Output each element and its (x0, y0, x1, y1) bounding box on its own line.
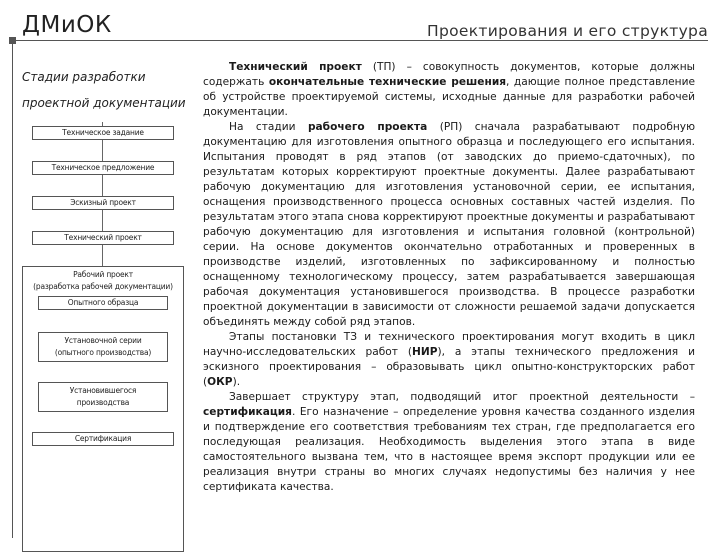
app-logo: ДМиОК (22, 12, 112, 38)
step-label: Сертификация (74, 434, 132, 443)
text: . Его назначение – определение уровня качества созданного изделия и подтверждение его соответствия требованиям тех стран, где предполагается его последующая реализация. Необходимость выделения этого этапа в виде самостоятельного вызвана тем, что в настоящее время экспорт продукции или ее реализация внутри страны во многих случаях недопустимы без наличия у нее сертификата качества. (203, 406, 695, 493)
text: На стадии (229, 121, 308, 133)
step-label: Опытного образца (67, 298, 139, 307)
text: (ТП) – совокупность документов, которые должны содержать (203, 61, 695, 88)
step-label: (опытного производства) (54, 348, 152, 357)
step-draft-design (32, 196, 174, 210)
term: Технический проект (229, 61, 362, 73)
text: (РП) сначала разрабатывают подробную документацию для изготовления опытного образца и последующего его испытания. Испытания проводят в ряд этапов (от заводских до приемо-сдаточных), по результатам которых корректируют проектные документы. Далее разрабатывают рабочую документацию для изготовления установочной серии, ее испытания, оснащения производственного процесса основных составных частей изделия. По результатам этого этапа снова корректируют проектные документы и разрабатывают рабочую документацию для изготовления и испытания головной (контрольной) серии. На основе документов окончательно отработанных и проверенных в производстве изделий, изготовленных по зафиксированному и полностью оснащенному технологическому процессу, затем разрабатывается завершающая рабочая документация установившегося производства. В процессе разработки проектной документации в зависимости от сложности решаемой задачи допускается объединять между собой ряд этапов. (203, 121, 695, 328)
step-label: Установившегося (69, 386, 137, 395)
step-label: (разработка рабочей документации) (33, 282, 173, 291)
step-label: производства (76, 398, 130, 407)
term: окончательные технические решения (268, 76, 507, 88)
step-prototype (38, 296, 168, 310)
step-technical-assignment (32, 126, 174, 140)
step-label: Техническое задание (62, 128, 144, 137)
term: НИР (411, 346, 438, 358)
step-label: Техническое предложение (51, 163, 155, 172)
step-technical-design (32, 231, 174, 245)
term: сертификация (203, 406, 292, 418)
step-technical-proposal (32, 161, 174, 175)
text: , дающие полное представление об устройстве проектируемой системы, исходные данные для разработки рабочей документации. (203, 76, 695, 118)
content-body (203, 60, 695, 495)
sidebar-caption-line-2: проектной документации (22, 96, 186, 110)
header-divider (12, 40, 708, 41)
step-pilot-series (38, 332, 168, 362)
step-label: Технический проект (64, 233, 142, 242)
paragraph-certification (203, 390, 695, 495)
slide-title: Проектирования и его структура (427, 22, 708, 40)
paragraph-research-cycles (203, 330, 695, 390)
step-label: Рабочий проект (73, 270, 133, 279)
sidebar-caption-line-1: Стадии разработки (22, 70, 146, 84)
term: ОКР (207, 376, 233, 388)
term: рабочего проекта (307, 121, 428, 133)
step-label: Эскизный проект (70, 198, 136, 207)
step-label: Установочной серии (64, 336, 142, 345)
left-border (12, 40, 13, 538)
step-certification (32, 432, 174, 446)
text: ), а этапы технического предложения и эскизного проектирования – образовывать цикл опытно-конструкторских работ ( (203, 346, 695, 388)
paragraph-technical-design (203, 60, 695, 120)
stages-flowchart (20, 118, 186, 538)
text: ). (232, 376, 241, 388)
text: Этапы постановки ТЗ и технического проектирования могут входить в цикл научно-исследовательских работ ( (203, 331, 695, 358)
text: Завершает структуру этап, подводящий итог проектной деятельности – (229, 391, 695, 403)
step-established-production (38, 382, 168, 412)
paragraph-working-design (203, 120, 695, 330)
